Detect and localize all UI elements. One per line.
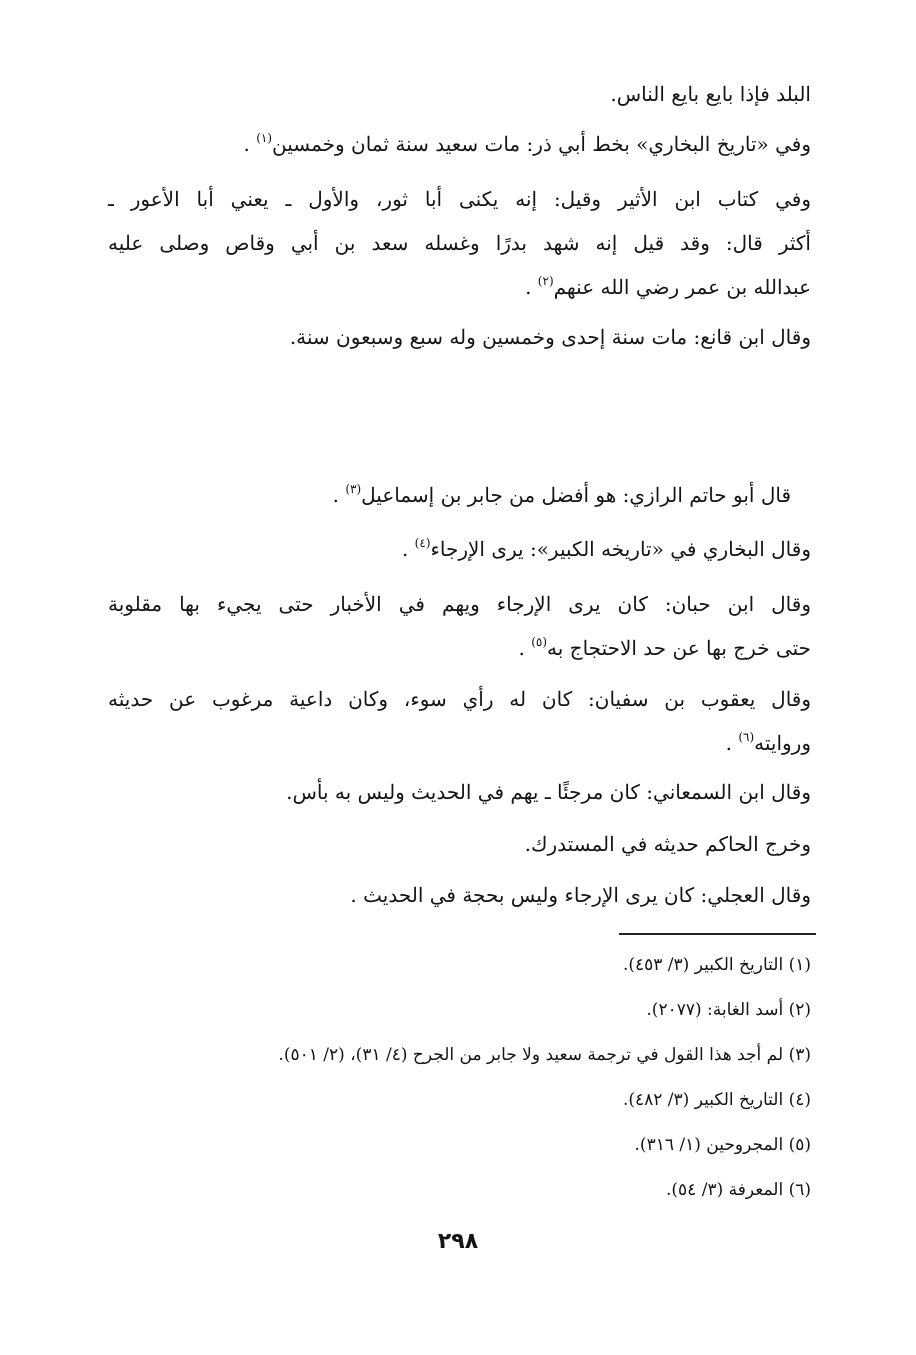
- footnotes: [108, 943, 811, 1213]
- footnote: (٤) التاريخ الكبير (٣/ ٤٨٢).: [622, 1090, 811, 1110]
- text-line: وقال ابن حبان: كان يرى الإرجاء ويهم في الأخبار حتى يجيء بها مقلوبة: [108, 592, 811, 616]
- quote-bukhari: [108, 527, 811, 571]
- footnote-marker: (٣): [345, 482, 362, 496]
- quote-yaqub: [108, 677, 811, 765]
- text-segment: وفي «تاريخ البخاري» بخط أبي ذر: مات سعيد سنة ثمان وخمسين: [272, 132, 811, 156]
- punctuation: .: [525, 275, 538, 299]
- text-line: [108, 527, 811, 571]
- punctuation: .: [243, 132, 257, 156]
- paragraph-bukhari-date: [108, 122, 811, 166]
- text-line: وقال ابن قانع: مات سنة إحدى وخمسين وله سبع وسبعون سنة.: [289, 325, 811, 349]
- text-line: وقال ابن السمعاني: كان مرجئًا ـ يهم في الحديث وليس به بأس.: [286, 780, 811, 804]
- text-segment: عبدالله بن عمر رضي الله عنهم: [553, 275, 811, 299]
- text-segment: حتى خرج بها عن حد الاحتجاج به: [547, 636, 811, 660]
- text-line: وقال يعقوب بن سفيان: كان له رأي سوء، وكان داعية مرغوب عن حديثه: [108, 687, 811, 711]
- footnote-marker: (٦): [738, 730, 755, 744]
- paragraph-continuation: [108, 72, 811, 116]
- text-line: وفي كتاب ابن الأثير وقيل: إنه يكنى أبا ثور، والأول ـ يعني أبا الأعور ـ: [108, 187, 811, 211]
- text-line: [88, 473, 791, 517]
- entry-heading: [108, 366, 811, 482]
- quote-samani: [108, 770, 811, 814]
- text-segment: وروايته: [754, 731, 811, 755]
- footnote: (٢) أسد الغابة: (٢٠٧٧).: [646, 1000, 811, 1020]
- text-line: البلد فإذا بايع بايع الناس.: [610, 82, 811, 106]
- footnote-marker: (١): [256, 131, 273, 145]
- text-segment: وقال البخاري في «تاريخه الكبير»: يرى الإرجاء: [430, 537, 811, 561]
- paragraph-ibn-qani: [108, 315, 811, 359]
- footnote-separator: [619, 933, 816, 935]
- footnote: (٦) المعرفة (٣/ ٥٤).: [666, 1180, 811, 1200]
- footnote-marker: (٤): [414, 536, 431, 550]
- page-number: ٢٩٨: [437, 1229, 479, 1254]
- quote-ijli: [108, 873, 811, 917]
- quote-hakim: [108, 822, 811, 866]
- punctuation: .: [518, 636, 532, 660]
- punctuation: .: [401, 537, 415, 561]
- text-line: وقال العجلي: كان يرى الإرجاء وليس بحجة في الحديث .: [350, 883, 811, 907]
- text-line: [108, 265, 811, 309]
- footnote: (٣) لم أجد هذا القول في ترجمة سعيد ولا جابر من الجرح (٤/ ٣١)، (٢/ ٥٠١).: [278, 1045, 811, 1065]
- punctuation: .: [725, 731, 739, 755]
- text-line: [108, 122, 811, 166]
- footnote: (١) التاريخ الكبير (٣/ ٤٥٣).: [622, 955, 811, 975]
- quote-abu-hatim: [88, 473, 791, 517]
- text-line: أكثر قال: وقد قيل إنه شهد بدرًا وغسله سعد بن أبي وقاص وصلى عليه: [108, 231, 811, 255]
- text-line: وخرج الحاكم حديثه في المستدرك.: [524, 832, 811, 856]
- punctuation: .: [332, 483, 346, 507]
- paragraph-ibn-athir: [108, 177, 811, 309]
- footnote-marker: (٥): [531, 635, 548, 649]
- text-segment: قال أبو حاتم الرازي: هو أفضل من جابر بن إسماعيل: [361, 483, 791, 507]
- heading-line: [108, 366, 811, 424]
- text-line: [108, 721, 811, 765]
- footnote: (٥) المجروحين (١/ ٣١٦).: [634, 1135, 811, 1155]
- footnote-marker: (٢): [537, 274, 554, 288]
- text-line: [108, 626, 811, 670]
- quote-ibn-hibban: [108, 582, 811, 670]
